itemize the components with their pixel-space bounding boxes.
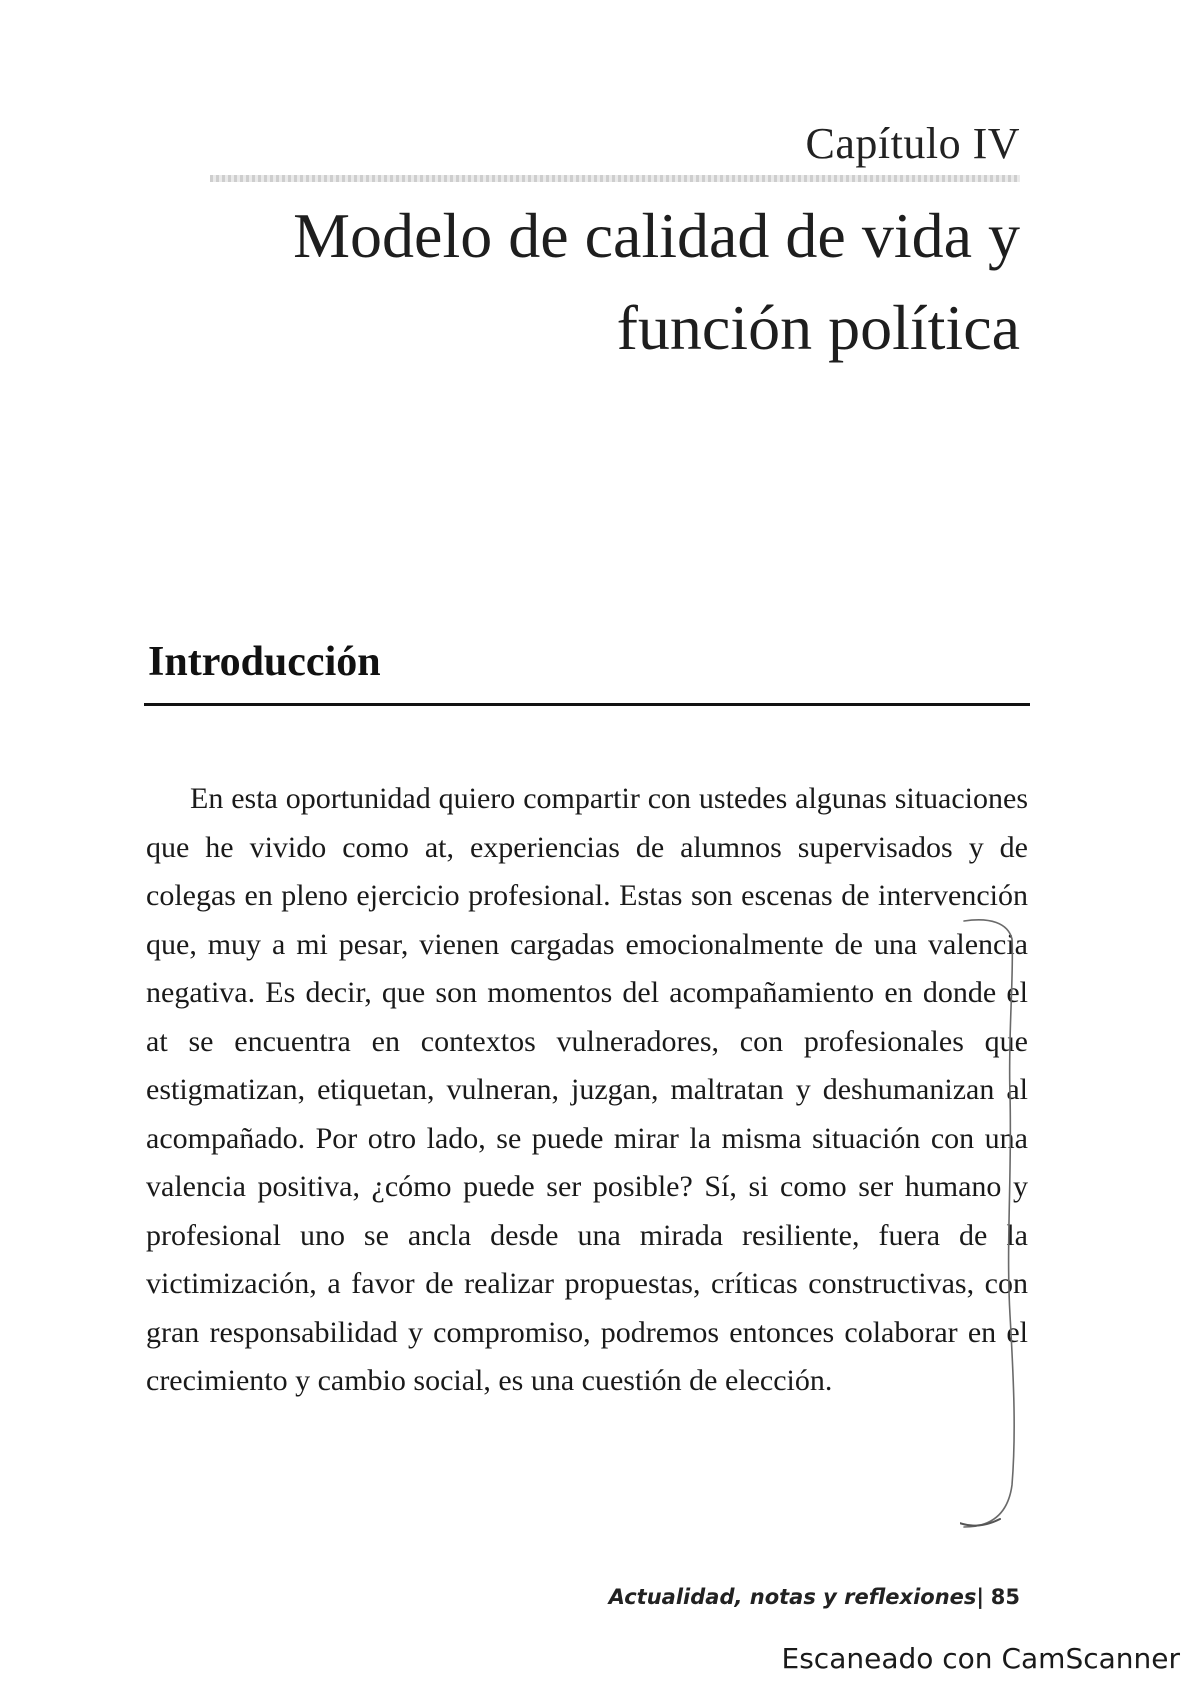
- footer-book-title: Actualidad, notas y reflexiones: [608, 1585, 977, 1609]
- body-paragraph: En esta oportunidad quiero compartir con ustedes algunas situaciones que he vivido como at, experiencias de alumnos supervisados y de colegas en pleno ejercicio profesional. Estas son escenas de intervención que, muy a mi pesar, vienen cargadas emocionalmente de una valencia negativa. Es decir, que son momentos del acompañamiento en donde el at se encuentra en contextos vulneradores, con profesionales que estigmatizan, etiquetan, vulneran, juzgan, maltratan y deshumanizan al acompañado. Por otro lado, se puede mirar la misma situación con una valencia positiva, ¿cómo puede ser posible? Sí, si como ser humano y profesional uno se ancla desde una mirada resiliente, fuera de la victimización, a favor de realizar propuestas, críticas constructivas, con gran responsabilidad y compromiso, podremos entonces colaborar en el crecimiento y cambio social, es una cuestión de elección.: [146, 782, 1028, 1397]
- chapter-title-line-1: Modelo de calidad de vida y: [293, 200, 1020, 271]
- chapter-divider: [210, 175, 1020, 182]
- footer-separator: |: [976, 1585, 985, 1609]
- section-divider: [144, 703, 1030, 706]
- handwritten-margin-bracket: [960, 915, 1050, 1535]
- chapter-title: [120, 190, 1020, 374]
- scanner-watermark: Escaneado con CamScanner: [781, 1642, 1180, 1675]
- page-number: 85: [990, 1585, 1020, 1609]
- section-heading: Introducción: [148, 639, 381, 685]
- chapter-title-line-2: función política: [616, 292, 1020, 363]
- page-footer: [609, 1585, 1020, 1609]
- chapter-label: Capítulo IV: [805, 119, 1020, 168]
